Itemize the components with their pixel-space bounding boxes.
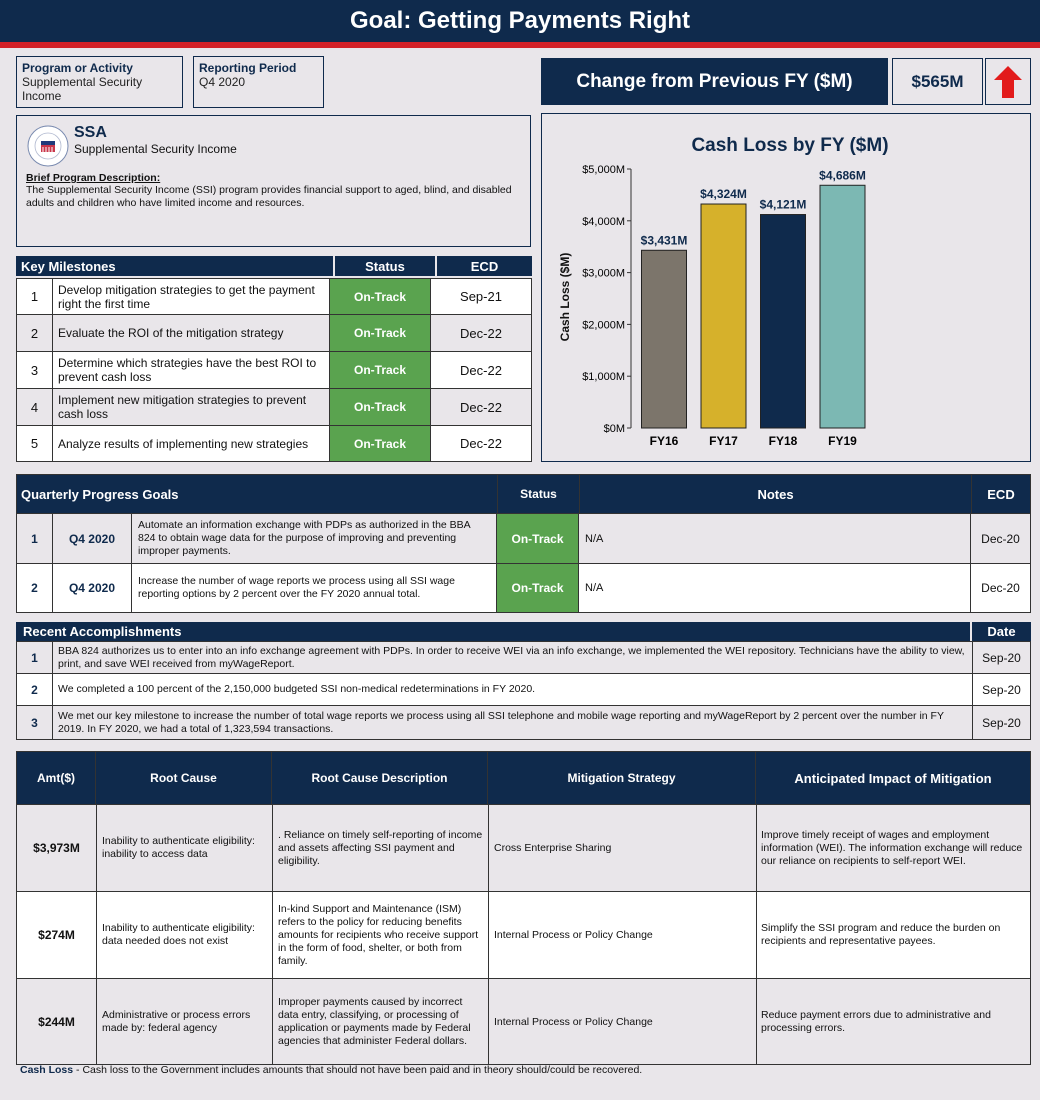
milestone-text: Develop mitigation strategies to get the payment right the first time xyxy=(53,279,330,314)
milestone-text: Analyze results of implementing new strategies xyxy=(53,426,330,461)
footnote xyxy=(20,1064,642,1076)
accomplishments-date-header: Date xyxy=(972,622,1031,641)
accomplishment-date: Sep-20 xyxy=(982,682,1021,697)
quarterly-number: 2 xyxy=(17,564,53,612)
root-cause-row xyxy=(16,979,1031,1065)
quarterly-status-header: Status xyxy=(497,475,579,513)
milestone-ecd: Sep-21 xyxy=(460,289,502,304)
milestone-number: 4 xyxy=(17,389,53,425)
quarterly-quarter: Q4 2020 xyxy=(53,514,132,563)
chart-y-tick-label: $0M xyxy=(603,423,625,435)
milestone-status-badge: On-Track xyxy=(330,352,431,388)
program-label: Program or Activity xyxy=(22,61,133,75)
rc-cause: Inability to authenticate eligibility: inability to access data xyxy=(97,805,273,891)
accomplishment-row xyxy=(16,641,1031,674)
accomplishment-date: Sep-20 xyxy=(982,650,1021,665)
program-box xyxy=(16,56,183,108)
rc-cause: Inability to authenticate eligibility: data needed does not exist xyxy=(97,892,273,978)
milestone-ecd: Dec-22 xyxy=(460,399,502,415)
rc-strategy-header: Mitigation Strategy xyxy=(488,751,756,805)
quarterly-header: Quarterly Progress Goals xyxy=(17,475,497,513)
accomplishment-number: 2 xyxy=(17,674,53,705)
rc-description-header: Root Cause Description xyxy=(272,751,488,805)
agency-box xyxy=(16,115,531,247)
milestone-row xyxy=(16,315,532,352)
quarterly-row xyxy=(16,514,1031,564)
milestone-text: Implement new mitigation strategies to prevent cash loss xyxy=(53,389,330,425)
milestone-number: 1 xyxy=(17,279,53,314)
chart-bar-fy17 xyxy=(701,204,746,428)
quarterly-ecd: Dec-20 xyxy=(981,531,1020,546)
chart-bar-fy19 xyxy=(820,185,865,428)
milestone-row xyxy=(16,426,532,462)
chart-y-tick-label: $3,000M xyxy=(582,267,625,280)
chart-bar-value-label: $4,121M xyxy=(759,197,807,212)
milestones-header: Key Milestones xyxy=(16,256,333,276)
rc-amount: $3,973M xyxy=(17,805,97,891)
period-box xyxy=(193,56,324,108)
quarterly-status-badge: On-Track xyxy=(497,514,579,563)
description-text: The Supplemental Security Income (SSI) program provides financial support to aged, blind, and disabled adults and children who have limited income and resources. xyxy=(26,184,512,209)
milestone-row xyxy=(16,352,532,389)
quarterly-notes: N/A xyxy=(579,564,971,612)
chart-bar-value-label: $4,324M xyxy=(700,187,747,202)
rc-amount: $274M xyxy=(17,892,97,978)
agency-name: SSA xyxy=(74,124,107,141)
milestone-text: Evaluate the ROI of the mitigation strategy xyxy=(53,315,330,351)
quarterly-notes-header: Notes xyxy=(579,475,971,513)
quarterly-notes: N/A xyxy=(579,514,971,563)
period-value: Q4 2020 xyxy=(199,75,246,89)
rc-amount-header: Amt($) xyxy=(16,751,96,805)
milestone-number: 5 xyxy=(17,426,53,461)
chart-x-tick-label: FY19 xyxy=(828,434,857,448)
cash-loss-chart xyxy=(542,114,1030,461)
page-title: Goal: Getting Payments Right xyxy=(0,0,1040,42)
chart-bar-value-label: $3,431M xyxy=(640,233,688,248)
milestone-ecd: Dec-22 xyxy=(460,436,502,451)
rc-description: . Reliance on timely self-reporting of income and assets affecting SSI payment and eligibility. xyxy=(273,805,489,891)
footnote-term: Cash Loss xyxy=(20,1064,74,1076)
quarterly-row xyxy=(16,564,1031,613)
rc-amount: $244M xyxy=(17,979,97,1064)
quarterly-table xyxy=(16,474,1031,613)
rc-cause-header: Root Cause xyxy=(96,751,272,805)
chart-bar-fy16 xyxy=(642,250,687,428)
quarterly-goal-text: Increase the number of wage reports we process using all SSI wage reporting options by 2 percent over the FY 2020 annual total. xyxy=(132,564,497,612)
description-label: Brief Program Description: xyxy=(26,172,161,184)
chart-y-tick-label: $5,000M xyxy=(582,164,625,176)
footnote-text: - Cash loss to the Government includes amounts that should not have been paid and in theory should/could be recovered. xyxy=(73,1064,643,1076)
milestone-status-badge: On-Track xyxy=(330,279,431,314)
milestones-table xyxy=(16,256,532,462)
rc-strategy: Cross Enterprise Sharing xyxy=(489,805,757,891)
accomplishments-header: Recent Accomplishments xyxy=(16,622,970,641)
agency-program: Supplemental Security Income xyxy=(74,142,237,156)
root-cause-row xyxy=(16,892,1031,979)
quarterly-quarter: Q4 2020 xyxy=(53,564,132,612)
chart-y-tick-label: $4,000M xyxy=(582,215,625,228)
quarterly-goal-text: Automate an information exchange with PDPs as authorized in the BBA 824 to obtain wage data for the purpose of improving and preventing improper payments. xyxy=(132,514,497,563)
milestone-status-badge: On-Track xyxy=(330,315,431,351)
milestones-status-header: Status xyxy=(335,256,435,276)
chart-x-tick-label: FY17 xyxy=(709,434,738,448)
rc-cause: Administrative or process errors made by: federal agency xyxy=(97,979,273,1064)
root-cause-row xyxy=(16,805,1031,892)
change-value: $565M xyxy=(892,58,983,105)
rc-impact: Simplify the SSI program and reduce the burden on recipients and representative payees. xyxy=(761,922,1001,947)
rc-impact: Improve timely receipt of wages and employment information (WEI). The information exchange will reduce our reliance on recipients to self-report WEI. xyxy=(761,828,1023,867)
chart-y-tick-label: $2,000M xyxy=(582,319,625,332)
quarterly-status-badge: On-Track xyxy=(497,564,579,612)
milestone-number: 3 xyxy=(17,352,53,388)
accomplishment-row xyxy=(16,674,1031,706)
accomplishment-text: We completed a 100 percent of the 2,150,000 budgeted SSI non-medical redeterminations in FY 2020. xyxy=(53,674,973,705)
header-accent-bar xyxy=(0,42,1040,48)
accomplishment-row xyxy=(16,706,1031,740)
rc-impact: Reduce payment errors due to administrative and processing errors. xyxy=(761,1008,991,1034)
ssa-seal-logo xyxy=(26,124,70,168)
accomplishment-text: BBA 824 authorizes us to enter into an info exchange agreement with PDPs. In order to receive WEI via an info exchange, we implemented the WEI repository. Technicians have the ability to view, print, and save WEI received from myWageReport. xyxy=(53,642,973,673)
accomplishment-date: Sep-20 xyxy=(982,715,1021,730)
period-label: Reporting Period xyxy=(199,61,297,75)
root-cause-table xyxy=(16,751,1031,1065)
rc-description: Improper payments caused by incorrect data entry, classifying, or processing of application or payments made by Federal agencies that administer Federal dollars. xyxy=(273,979,489,1064)
milestone-ecd: Dec-22 xyxy=(460,362,502,378)
milestone-row xyxy=(16,389,532,426)
quarterly-ecd-header: ECD xyxy=(971,475,1030,513)
chart-x-tick-label: FY18 xyxy=(768,434,798,448)
chart-y-tick-label: $1,000M xyxy=(582,371,625,384)
arrow-up-icon xyxy=(993,65,1023,99)
quarterly-number: 1 xyxy=(17,514,53,563)
milestones-ecd-header: ECD xyxy=(437,256,532,276)
milestone-status-badge: On-Track xyxy=(330,389,431,425)
program-value: Supplemental Security Income xyxy=(22,75,143,103)
accomplishment-number: 3 xyxy=(17,706,53,739)
chart-bar-value-label: $4,686M xyxy=(819,168,866,183)
quarterly-ecd: Dec-20 xyxy=(981,581,1020,595)
chart-y-axis-label: Cash Loss ($M) xyxy=(558,252,572,342)
milestone-text: Determine which strategies have the best ROI to prevent cash loss xyxy=(53,352,330,388)
accomplishments-table xyxy=(16,622,1031,740)
milestone-ecd: Dec-22 xyxy=(460,325,502,341)
chart-title: Cash Loss by FY ($M) xyxy=(691,135,889,156)
milestone-number: 2 xyxy=(17,315,53,351)
change-label: Change from Previous FY ($M) xyxy=(541,58,888,105)
accomplishment-text: We met our key milestone to increase the number of total wage reports we process using all SSI telephone and mobile wage reporting and myWageReport by 2 percent over the number in FY 2019. In FY 2020, we had a total of 1,323,594 transactions. xyxy=(53,706,973,739)
change-arrow-box xyxy=(985,58,1031,105)
rc-impact-header: Anticipated Impact of Mitigation xyxy=(756,751,1031,805)
rc-strategy: Internal Process or Policy Change xyxy=(489,979,757,1064)
chart-x-tick-label: FY16 xyxy=(649,434,679,448)
milestone-status-badge: On-Track xyxy=(330,426,431,461)
accomplishment-number: 1 xyxy=(17,642,53,673)
rc-strategy: Internal Process or Policy Change xyxy=(489,892,757,978)
milestone-row xyxy=(16,278,532,315)
chart-bar-fy18 xyxy=(761,215,806,428)
chart-box xyxy=(541,113,1031,462)
rc-description: In-kind Support and Maintenance (ISM) refers to the policy for reducing benefits amounts for recipients who receive support in the form of food, shelter, or both from family. xyxy=(273,892,489,978)
